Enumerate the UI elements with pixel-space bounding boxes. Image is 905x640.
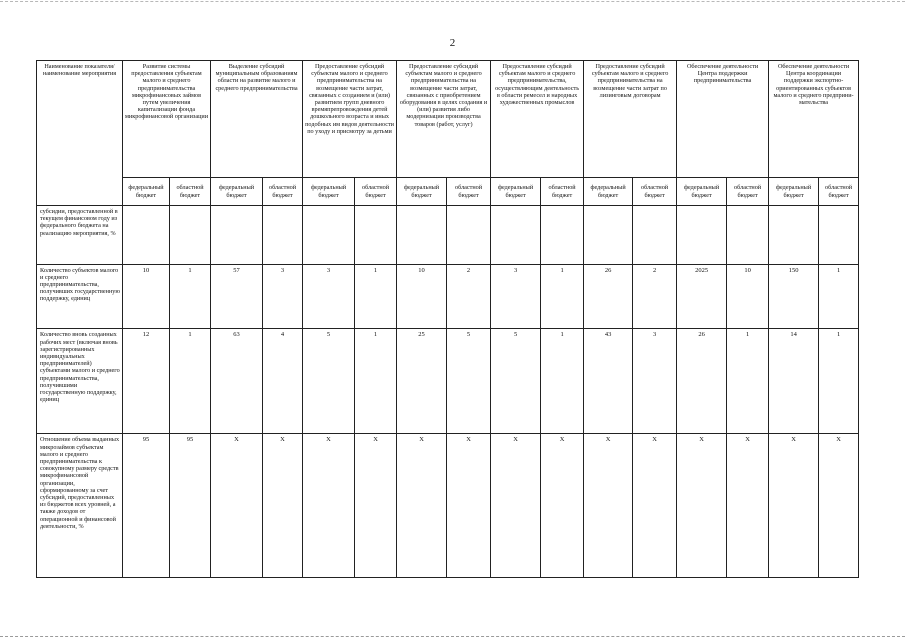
group-header-support-center: Обеспечение деятельности Центра поддержки предпринимательства <box>677 61 769 178</box>
regional-value-cell <box>355 206 397 265</box>
subheader-federal: федеральный бюджет <box>123 178 170 206</box>
federal-value-cell: 3 <box>303 264 355 329</box>
regional-value-cell: 1 <box>819 264 859 329</box>
group-header-equipment: Предоставление субсидий субъектам малого и среднего предпринимательства на возмещение части затрат, связанных с приобретением оборудования в целях создания и (или) развития либо модернизации производства товаров (работ, услуг) <box>397 61 491 178</box>
regional-value-cell: 95 <box>170 434 211 578</box>
subheader-federal: федеральный бюджет <box>397 178 447 206</box>
subheader-regional: областной бюджет <box>541 178 584 206</box>
regional-value-cell <box>727 206 769 265</box>
regional-value-cell: 3 <box>263 264 303 329</box>
federal-value-cell: X <box>211 434 263 578</box>
regional-value-cell: 1 <box>355 329 397 434</box>
regional-value-cell: X <box>263 434 303 578</box>
federal-value-cell: 95 <box>123 434 170 578</box>
scan-top-edge <box>0 1 905 3</box>
indicators-table <box>36 60 859 578</box>
group-header-export-center: Обеспечение деятельности Центра координации поддержки экспортно-ориентированных субъектов малого и среднего предприни-мательства <box>769 61 859 178</box>
regional-value-cell <box>263 206 303 265</box>
federal-value-cell: 150 <box>769 264 819 329</box>
table-row <box>37 434 859 578</box>
scan-bottom-edge <box>0 636 905 638</box>
regional-value-cell: 1 <box>170 264 211 329</box>
federal-value-cell: 14 <box>769 329 819 434</box>
federal-value-cell: 12 <box>123 329 170 434</box>
federal-value-cell: 43 <box>584 329 633 434</box>
federal-value-cell: 3 <box>491 264 541 329</box>
table-body <box>37 206 859 578</box>
regional-value-cell: 2 <box>633 264 677 329</box>
federal-value-cell <box>584 206 633 265</box>
federal-value-cell: X <box>584 434 633 578</box>
federal-value-cell: X <box>769 434 819 578</box>
federal-value-cell: X <box>397 434 447 578</box>
federal-value-cell <box>769 206 819 265</box>
subheader-federal: федеральный бюджет <box>211 178 263 206</box>
subheader-regional: областной бюджет <box>633 178 677 206</box>
page-number: 2 <box>449 37 456 49</box>
subheader-federal: федеральный бюджет <box>584 178 633 206</box>
subheader-regional: областной бюджет <box>263 178 303 206</box>
federal-value-cell: X <box>303 434 355 578</box>
group-header-crafts: Предоставление субсидий субъектам малого и среднего предпринимательства, осуществляющим деятельность в области ремесел и народных художественных промыслов <box>491 61 584 178</box>
row-label: Отношение объема выданных микрозаймов субъектам малого и среднего предпринимательства к совокупному размеру средств микрофинансовой организации, сформированному за счет субсидий, предоставленных из бюджетов всех уровней, а также доходов от операционной и финансовой деятельности, % <box>37 434 123 578</box>
federal-value-cell <box>303 206 355 265</box>
regional-value-cell: X <box>447 434 491 578</box>
regional-value-cell <box>447 206 491 265</box>
regional-value-cell: X <box>633 434 677 578</box>
federal-value-cell <box>677 206 727 265</box>
regional-value-cell <box>541 206 584 265</box>
row-label: Количество субъектов малого и среднего предпринимательства, получивших государственную поддержку, единиц <box>37 264 123 329</box>
table-row <box>37 264 859 329</box>
federal-value-cell <box>211 206 263 265</box>
subheader-regional: областной бюджет <box>170 178 211 206</box>
regional-value-cell <box>633 206 677 265</box>
regional-value-cell: 1 <box>727 329 769 434</box>
subheader-regional: областной бюджет <box>447 178 491 206</box>
federal-value-cell <box>397 206 447 265</box>
federal-value-cell <box>491 206 541 265</box>
federal-value-cell: 5 <box>491 329 541 434</box>
table-row <box>37 206 859 265</box>
row-label: Количество вновь созданных рабочих мест (включая вновь зарегистрированных индивидуальных предпринимателей) субъектами малого и среднего предпринимательства, получившими государственную поддержку, единиц <box>37 329 123 434</box>
federal-value-cell: X <box>491 434 541 578</box>
group-header-microloans: Развитие системы предоставления субъектам малого и среднего предпринимательства микрофинансовых займов путем увеличения капитализации фонда микрофинансовой организации <box>123 61 211 178</box>
regional-value-cell: 1 <box>819 329 859 434</box>
row-label: субсидии, предоставленной в текущем финансовом году из федерального бюджета на реализацию мероприятия, % <box>37 206 123 265</box>
group-header-municipal: Выделение субсидий муниципальным образованиям области на развитие малого и среднего предпринимательства <box>211 61 303 178</box>
federal-value-cell: 10 <box>123 264 170 329</box>
regional-value-cell: X <box>355 434 397 578</box>
federal-value-cell: 25 <box>397 329 447 434</box>
regional-value-cell <box>819 206 859 265</box>
subheader-federal: федеральный бюджет <box>303 178 355 206</box>
subheader-regional: областной бюджет <box>819 178 859 206</box>
subheader-federal: федеральный бюджет <box>491 178 541 206</box>
federal-value-cell <box>123 206 170 265</box>
regional-value-cell: 1 <box>355 264 397 329</box>
federal-value-cell: 5 <box>303 329 355 434</box>
regional-value-cell: 3 <box>633 329 677 434</box>
regional-value-cell: X <box>819 434 859 578</box>
subheader-regional: областной бюджет <box>355 178 397 206</box>
federal-value-cell: 63 <box>211 329 263 434</box>
federal-value-cell: 26 <box>677 329 727 434</box>
subheader-regional: областной бюджет <box>727 178 769 206</box>
federal-value-cell: 10 <box>397 264 447 329</box>
regional-value-cell: X <box>727 434 769 578</box>
regional-value-cell: 1 <box>170 329 211 434</box>
regional-value-cell: 2 <box>447 264 491 329</box>
regional-value-cell: X <box>541 434 584 578</box>
group-header-childcare: Предоставление субсидий субъектам малого и среднего предпринимательства на возмещение части затрат, связанных с созданием и (или) развитием групп дневного времяпрепровождения детей дошкольного возраста и иных подобных им видов деятельности по уходу и присмотру за детьми <box>303 61 397 178</box>
group-header-leasing: Предоставление субсидий субъектам малого и среднего предпринимательства на возмещение части затрат по лизинговым договорам <box>584 61 677 178</box>
regional-value-cell: 4 <box>263 329 303 434</box>
federal-value-cell: 2025 <box>677 264 727 329</box>
regional-value-cell: 5 <box>447 329 491 434</box>
federal-value-cell: X <box>677 434 727 578</box>
regional-value-cell: 10 <box>727 264 769 329</box>
regional-value-cell <box>170 206 211 265</box>
subheader-federal: федеральный бюджет <box>677 178 727 206</box>
subheader-federal: федеральный бюджет <box>769 178 819 206</box>
regional-value-cell: 1 <box>541 264 584 329</box>
label-header: Наименование показателя/ наименование мероприятия <box>37 61 123 206</box>
federal-value-cell: 26 <box>584 264 633 329</box>
federal-value-cell: 57 <box>211 264 263 329</box>
regional-value-cell: 1 <box>541 329 584 434</box>
table-row <box>37 329 859 434</box>
